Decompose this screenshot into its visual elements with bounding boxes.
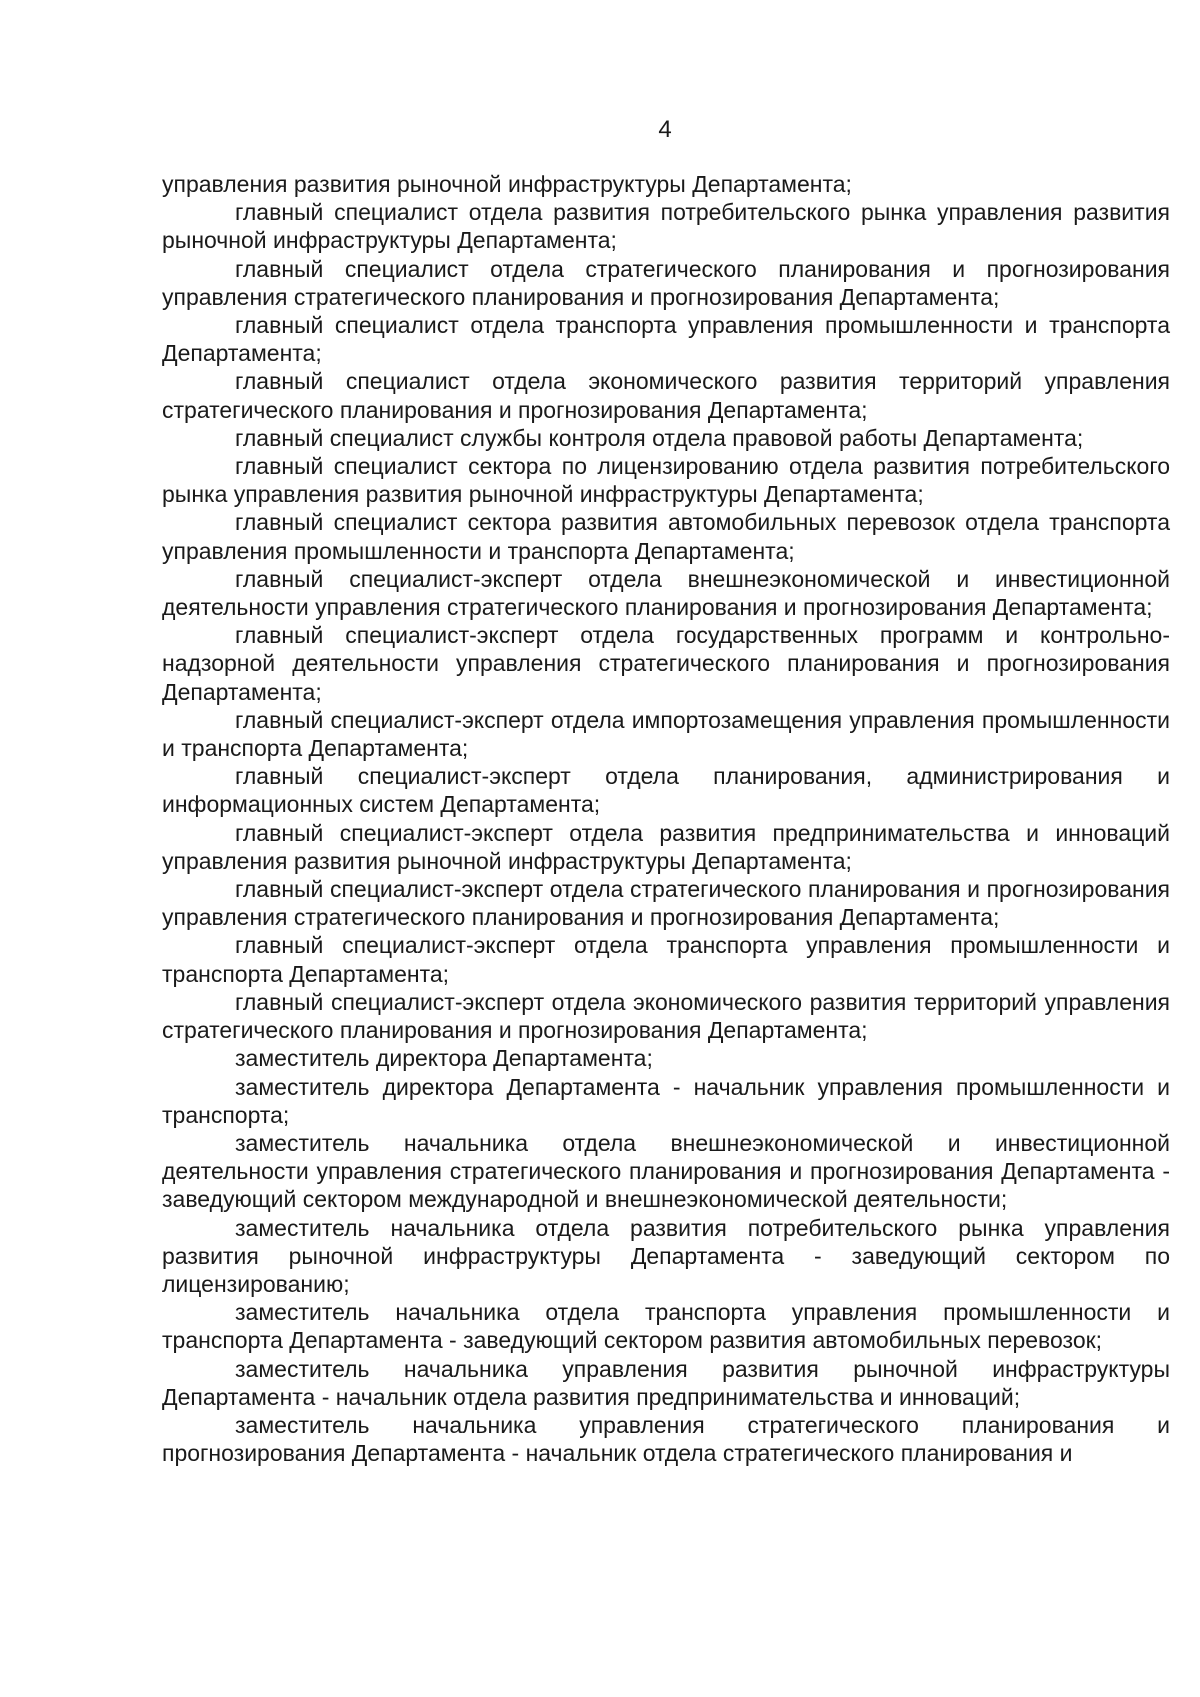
paragraph: главный специалист-эксперт отдела внешнеэкономической и инвестиционной деятельности управления стратегического планирования и прогнозирования Департамента;: [162, 565, 1170, 621]
paragraph: главный специалист отдела стратегического планирования и прогнозирования управления стратегического планирования и прогнозирования Департамента;: [162, 255, 1170, 310]
paragraph: главный специалист отдела экономического развития территорий управления стратегического планирования и прогнозирования Департамента;: [162, 368, 1170, 423]
page-number: 4: [658, 116, 672, 143]
paragraph: главный специалист службы контроля отдела правовой работы Департамента;: [235, 424, 1084, 451]
paragraph: управления развития рыночной инфраструктуры Департамента;: [162, 171, 852, 197]
paragraph: заместитель директора Департамента - начальник управления промышленности и транспорта;: [162, 1073, 1170, 1128]
paragraph: главный специалист отдела транспорта управления промышленности и транспорта Департамента;: [162, 312, 1170, 367]
paragraph: главный специалист-эксперт отдела импортозамещения управления промышленности и транспорта Департамента;: [162, 706, 1170, 762]
paragraph: главный специалист сектора по лицензированию отдела развития потребительского рынка управления развития рыночной инфраструктуры Департамента;: [162, 453, 1170, 508]
paragraph: главный специалист отдела развития потребительского рынка управления развития рыночной инфраструктуры Департамента;: [162, 199, 1170, 254]
document-body: [162, 170, 1170, 1467]
paragraph: заместитель начальника отдела транспорта управления промышленности и транспорта Департамента - заведующий сектором развития автомобильных перевозок;: [162, 1299, 1170, 1354]
paragraph: главный специалист-эксперт отдела развития предпринимательства и инноваций управления развития рыночной инфраструктуры Департамента;: [162, 819, 1170, 874]
paragraph: заместитель начальника управления стратегического планирования и прогнозирования Департамента - начальник отдела стратегического планирования и: [162, 1411, 1170, 1467]
paragraph: заместитель начальника управления развития рыночной инфраструктуры Департамента - начальник отдела развития предпринимательства и инноваций;: [162, 1355, 1170, 1410]
paragraph: главный специалист-эксперт отдела планирования, администрирования и информационных систем Департамента;: [162, 763, 1170, 818]
paragraph: главный специалист-эксперт отдела государственных программ и контрольно-надзорной деятельности управления стратегического планирования и прогнозирования Департамента;: [162, 622, 1170, 705]
paragraph: заместитель директора Департамента;: [235, 1045, 653, 1072]
paragraph: заместитель начальника отдела развития потребительского рынка управления развития рыночной инфраструктуры Департамента - заведующий сектором по лицензированию;: [162, 1214, 1170, 1297]
paragraph: главный специалист-эксперт отдела стратегического планирования и прогнозирования управления стратегического планирования и прогнозирования Департамента;: [162, 876, 1170, 931]
paragraph: главный специалист-эксперт отдела транспорта управления промышленности и транспорта Департамента;: [162, 932, 1170, 987]
paragraph: главный специалист-эксперт отдела экономического развития территорий управления стратегического планирования и прогнозирования Департамента;: [162, 988, 1170, 1044]
paragraph: главный специалист сектора развития автомобильных перевозок отдела транспорта управления промышленности и транспорта Департамента;: [162, 509, 1170, 564]
paragraph: заместитель начальника отдела внешнеэкономической и инвестиционной деятельности управления стратегического планирования и прогнозирования Департамента - заведующий сектором международной и внешнеэкономической деятельности;: [162, 1129, 1170, 1213]
